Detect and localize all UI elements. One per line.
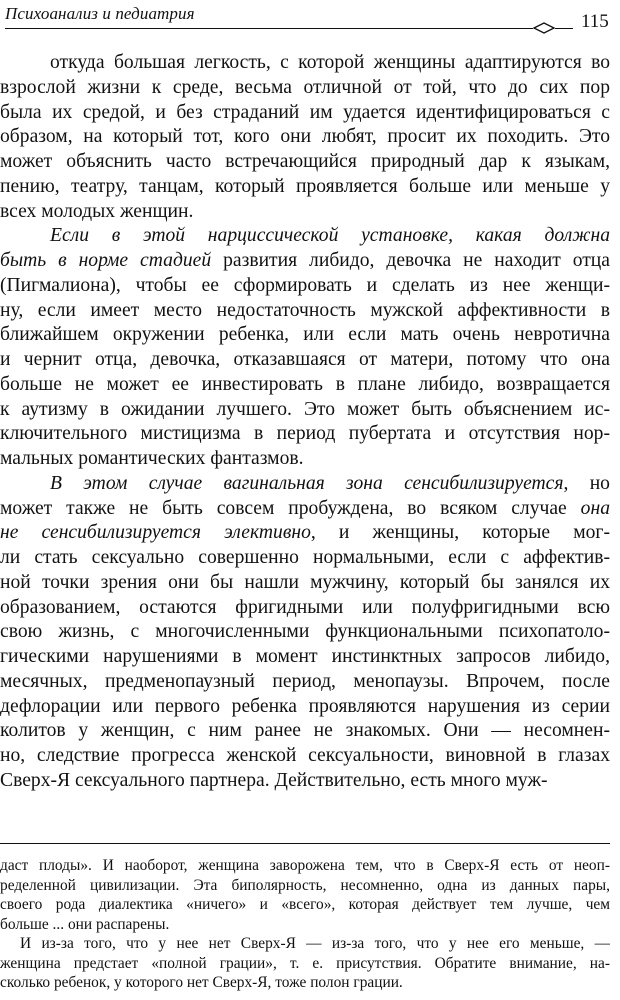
text-segment: ближайшем окружении ребенка, или если мать очень невротична [0,324,610,346]
text-segment: была их средой, и без страданий им удается идентифицироваться с [0,101,610,123]
text-segment: взрослой жизни к среде, весьма отличной от той, что до сих пор [0,76,610,98]
text-line [0,546,610,571]
text-segment: , и женщины, которые мог- [310,522,610,544]
text-segment: откуда большая легкость, с которой женщины адаптируются во [50,52,610,73]
text-line [0,695,610,720]
text-segment: ной точки зрения они бы нашли мужчину, который бы занялся их [0,571,610,593]
text-segment: дефлорации или первого ребенка проявляются нарушения из серии [0,695,610,717]
footnote-line: своего рода диалектика «ничего» и «всего», которая действует тем лучше, чем [0,896,610,913]
text-segment: может объяснить часто встречающийся природный дар к языкам, [0,151,610,172]
page-header [5,0,615,38]
text-line [0,373,610,398]
italic-text: не сенсибилизируется элективно [0,522,311,544]
text-line [0,101,610,126]
paragraph [0,224,610,472]
italic-text: быть в норме стадией [0,250,212,271]
text-segment: всех молодых женщин. [0,200,194,222]
text-segment: может также не быть совсем пробуждена, во всяком случае [0,497,581,519]
text-line [0,670,610,695]
text-segment: но, следствие прогресса женской сексуальности, виновной в глазах [0,745,610,766]
footnote-paragraph [0,934,610,993]
text-segment: ли стать сексуально совершенно нормальными, если с аффектив- [0,547,610,568]
italic-text: она [580,497,610,519]
text-line [0,125,610,150]
text-segment: пению, театру, танцам, который проявляется больше или меньше у [0,175,610,197]
text-segment: и чернит отца, девочка, отказавшаяся от матери, потому что она [0,349,610,370]
text-segment: образом, на который тот, кого они любят, просит их походить. Это [0,126,610,148]
text-segment: мальных романтических фантазмов. [0,448,304,469]
text-line [0,596,610,621]
text-segment: свою жизнь, с многочисленными функциональными психопатоло- [0,621,610,643]
paragraph [0,472,610,794]
text-segment: больше не может ее инвестировать в плане либидо, возвращается [0,373,610,395]
text-segment: образованием, остаются фригидными или полуфригидными всю [0,596,610,618]
text-line [0,249,610,274]
text-segment: к аутизму в ожидании лучшего. Это может быть объяснением ис- [0,398,610,420]
text-line [0,398,610,423]
text-segment: развития либидо, девочка не находит отца [211,250,610,271]
text-line [0,497,610,522]
header-rule [5,28,533,29]
footnote-line: И из-за того, что у нее нет Сверх-Я — из-за того, что у нее его меньше, — [20,935,610,952]
text-line [0,620,610,645]
text-line [0,274,610,299]
text-line [0,571,610,596]
header-rule-tail [555,28,573,29]
footnotes [0,856,610,993]
footnote-paragraph [0,856,610,934]
text-segment: колитов у женщин, с ним ранее не знакомых. Они — несомнен- [0,720,610,742]
footnote-line: женщина предстает «полной грации», т. е. присутствия. Обратите внимание, на- [0,954,610,972]
italic-text: Если в этой нарциссической установке, какая должна [50,225,610,247]
diamond-ornament-icon [533,22,555,34]
text-line [0,521,610,546]
text-segment: месячных, предменопаузный период, менопаузы. Впрочем, после [0,670,610,692]
text-line [0,719,610,744]
text-segment: Сверх-Я сексуального партнера. Действительно, есть много муж- [0,769,548,791]
text-line [0,175,610,200]
text-line [0,447,610,472]
text-line [0,51,610,76]
text-segment: , но [563,472,610,494]
text-line [0,224,610,249]
text-line [0,150,610,175]
running-title: Психоанализ и педиатрия [5,4,195,23]
footnote-line: сколько ребенок, у которого нет Сверх-Я, тоже полон грации. [0,974,403,991]
main-text [0,51,610,794]
text-line [0,422,610,447]
text-segment: ну, если имеет место недостаточность мужской аффективности в [0,299,610,321]
text-segment: (Пигмалиона), чтобы ее сформировать и сделать из нее женщи- [0,274,610,296]
footnote-line: даст плоды». И наоборот, женщина заворожена тем, что в Сверх-Я есть от неоп- [0,857,610,874]
text-line [0,76,610,101]
text-line [0,323,610,348]
page-number: 115 [581,11,609,32]
footnote-rule [0,843,610,844]
text-line [0,200,610,225]
text-line [0,645,610,670]
text-line [0,472,610,497]
italic-text: В этом случае вагинальная зона сенсибилизируется [50,472,564,494]
text-line [0,744,610,769]
text-line [0,348,610,373]
footnote-line: больше ... они распарены. [0,915,170,933]
footnote-line: ределенной цивилизации. Эта биполярность, несомненно, одна из данных пары, [0,876,610,894]
text-line [0,299,610,324]
paragraph [0,51,610,224]
text-segment: гическими нарушениями в момент инстинктных запросов либидо, [0,646,610,667]
text-segment: ключительного мистицизма в период пубертата и отсутствия нор- [0,423,610,445]
text-line [0,769,610,794]
